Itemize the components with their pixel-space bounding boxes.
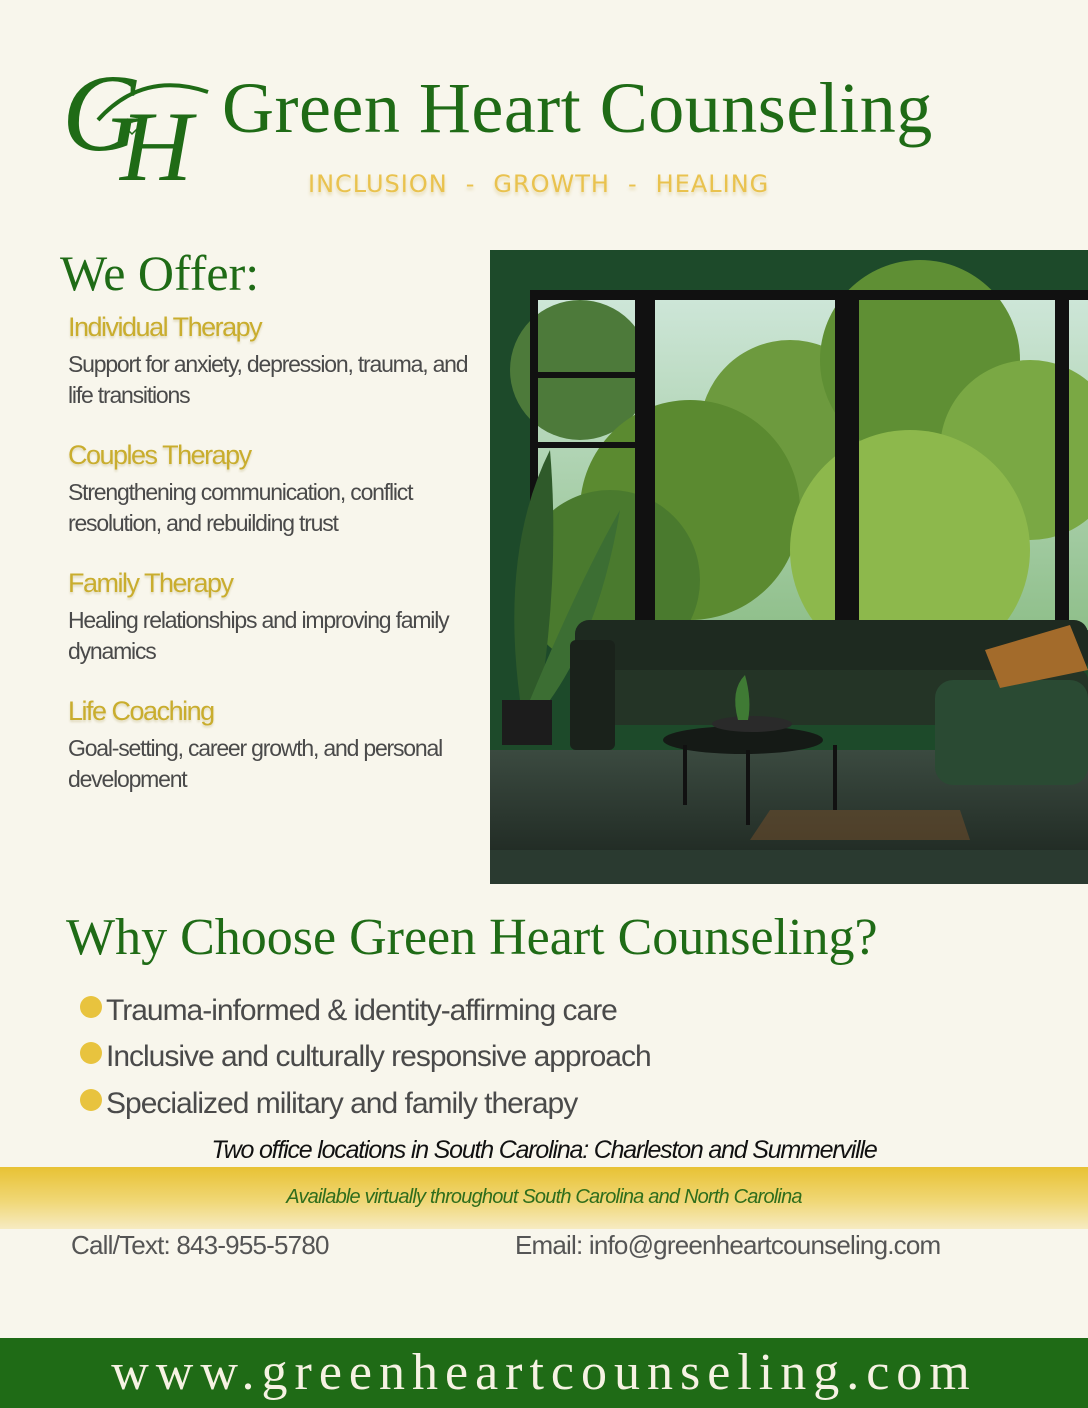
bullet-item bbox=[80, 996, 617, 1026]
bullet-text: Trauma-informed & identity-affirming care bbox=[106, 994, 617, 1027]
service-description: Support for anxiety, depression, trauma, and life transitions bbox=[68, 351, 468, 408]
bullet-text: Inclusive and culturally responsive approach bbox=[106, 1040, 651, 1073]
brand-title: Green Heart Counseling bbox=[222, 68, 933, 148]
bullet-dot-icon bbox=[80, 996, 102, 1018]
service-title: Family Therapy bbox=[68, 568, 233, 598]
office-locations: Two office locations in South Carolina: Charleston and Summerville bbox=[211, 1136, 877, 1164]
why-choose-heading: Why Choose Green Heart Counseling? bbox=[66, 909, 878, 966]
service-item bbox=[68, 698, 478, 795]
offer-heading: We Offer: bbox=[60, 245, 260, 301]
service-item bbox=[68, 314, 478, 411]
bullet-item bbox=[80, 1042, 651, 1072]
bullet-dot-icon bbox=[80, 1042, 102, 1064]
office-interior-photo bbox=[490, 250, 1088, 884]
service-title: Individual Therapy bbox=[68, 312, 262, 342]
service-item bbox=[68, 570, 478, 667]
service-description: Goal-setting, career growth, and personal development bbox=[68, 735, 442, 792]
bullet-dot-icon bbox=[80, 1089, 102, 1111]
tagline bbox=[308, 170, 769, 198]
phone-contact[interactable]: Call/Text: 843-955-5780 bbox=[71, 1230, 329, 1260]
service-item bbox=[68, 442, 478, 539]
tagline-word: GROWTH bbox=[493, 170, 610, 198]
tagline-word: INCLUSION bbox=[308, 170, 448, 198]
email-contact[interactable]: Email: info@greenheartcounseling.com bbox=[515, 1230, 941, 1260]
tagline-word: HEALING bbox=[655, 170, 770, 198]
service-title: Couples Therapy bbox=[68, 440, 251, 470]
tagline-separator: - bbox=[627, 170, 638, 198]
gh-monogram-logo bbox=[58, 50, 228, 195]
service-title: Life Coaching bbox=[68, 696, 214, 726]
service-description: Healing relationships and improving family dynamics bbox=[68, 607, 449, 664]
svg-text:G: G bbox=[62, 52, 142, 174]
website-link[interactable]: www.greenheartcounseling.com bbox=[111, 1344, 977, 1401]
tagline-separator: - bbox=[465, 170, 476, 198]
service-description: Strengthening communication, conflict resolution, and rebuilding trust bbox=[68, 479, 413, 536]
virtual-availability: Available virtually throughout South Carolina and North Carolina bbox=[286, 1186, 802, 1208]
bullet-item bbox=[80, 1089, 577, 1119]
bullet-text: Specialized military and family therapy bbox=[106, 1087, 578, 1120]
svg-text:H: H bbox=[120, 91, 193, 195]
